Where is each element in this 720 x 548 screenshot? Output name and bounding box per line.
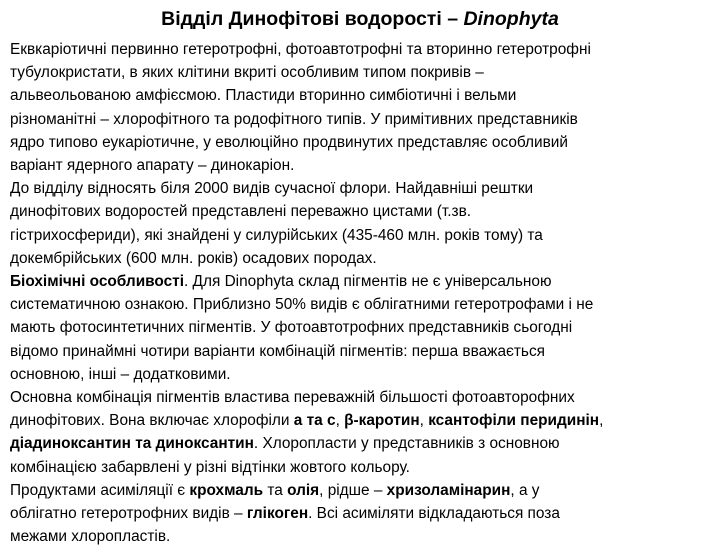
text-line: альвеольованою амфієсмою. Пластиди вторинно симбіотичні і вельми <box>10 87 517 105</box>
text-line <box>10 502 714 525</box>
paragraph-assimilation <box>10 479 714 548</box>
bold-term: хризоламінарин <box>386 481 511 499</box>
text-run: динофітових. Вона включає хлорофіли <box>10 412 294 430</box>
text-line: комбінацією забарвлені у різні відтінки жовтого кольору. <box>10 458 410 476</box>
text-run: . Хлоропласти у представників з основною <box>253 435 560 453</box>
text-line: динофітових водоростей представлені переважно цистами (т.зв. <box>10 203 472 221</box>
text-run: Продуктами асиміляції є <box>10 481 190 499</box>
text-line: гістрихосфериди), які знайдені у силурійських (435-460 млн. років тому) та <box>10 226 543 244</box>
slide-title <box>0 5 720 33</box>
text-line: мають фотосинтетичних пігментів. У фотоавтотрофних представників сьогодні <box>10 319 573 337</box>
text-run: . Всі асиміляти відкладаються поза <box>308 505 560 523</box>
text-line: докембрійських (600 млн. років) осадових породах. <box>10 249 377 267</box>
text-line: тубулокристати, в яких клітини вкриті особливим типом покривів – <box>10 64 484 82</box>
text-line: До відділу відносять біля 2000 видів сучасної флори. Найдавніші рештки <box>10 180 534 198</box>
bold-term: діадиноксантин та диноксантин <box>10 435 254 453</box>
text-line: Основна комбінація пігментів властива переважній більшості фотоавторофних <box>10 389 575 407</box>
text-line: основною, інші – додатковими. <box>10 365 231 383</box>
text-run: облігатно гетеротрофних видів – <box>10 505 247 523</box>
paragraph-species-count <box>10 177 714 270</box>
text-line <box>10 432 714 455</box>
text-line: межами хлоропластів. <box>10 528 171 546</box>
text-line <box>10 479 714 502</box>
bold-term: особливост <box>89 273 180 291</box>
text-line: різноманітні – хлорофітного та родофітного типів. У примітивних представників <box>10 110 578 128</box>
text-run: , <box>599 412 604 430</box>
slide-body <box>10 38 714 548</box>
title-main: Відділ Динофітові водорості – <box>161 8 464 30</box>
paragraph-biochemistry <box>10 270 714 386</box>
text-line: Еквкаріотичні первинно гетеротрофні, фотоавтотрофні та вторинно гетеротрофні <box>10 41 591 58</box>
text-run: та <box>263 481 288 499</box>
bold-term: і <box>179 273 184 291</box>
bold-term: Біохімічні <box>10 273 90 291</box>
text-line: відомо принаймні чотири варіанти комбінацій пігментів: перша вважається <box>10 342 545 360</box>
text-run: , <box>419 412 429 430</box>
bold-term: крохмаль <box>189 481 264 499</box>
text-line <box>10 270 714 293</box>
bold-term: глікоген <box>246 505 309 523</box>
text-line <box>10 409 714 432</box>
text-run: , а у <box>510 481 540 499</box>
text-line: систематичною ознакою. Приблизно 50% видів є облігатними гетеротрофами і не <box>10 296 594 314</box>
text-run: . Для Dinophyta склад пігментів не є універсальною <box>184 273 552 291</box>
paragraph-pigments <box>10 386 714 479</box>
bold-term: β-каротин <box>344 412 420 430</box>
text-run: , <box>335 412 345 430</box>
bold-term: а та с <box>293 412 336 430</box>
title-latin: Dinophyta <box>463 8 559 30</box>
text-run: , рідше – <box>319 481 387 499</box>
bold-term: олія <box>287 481 320 499</box>
text-line: варіант ядерного апарату – динокаріон. <box>10 157 295 175</box>
paragraph-definition <box>10 38 714 177</box>
bold-term: ксантофіли перидинін <box>428 412 600 430</box>
text-line: ядро типово еукаріотичне, у еволюційно продвинутих представляє особливий <box>10 133 568 151</box>
